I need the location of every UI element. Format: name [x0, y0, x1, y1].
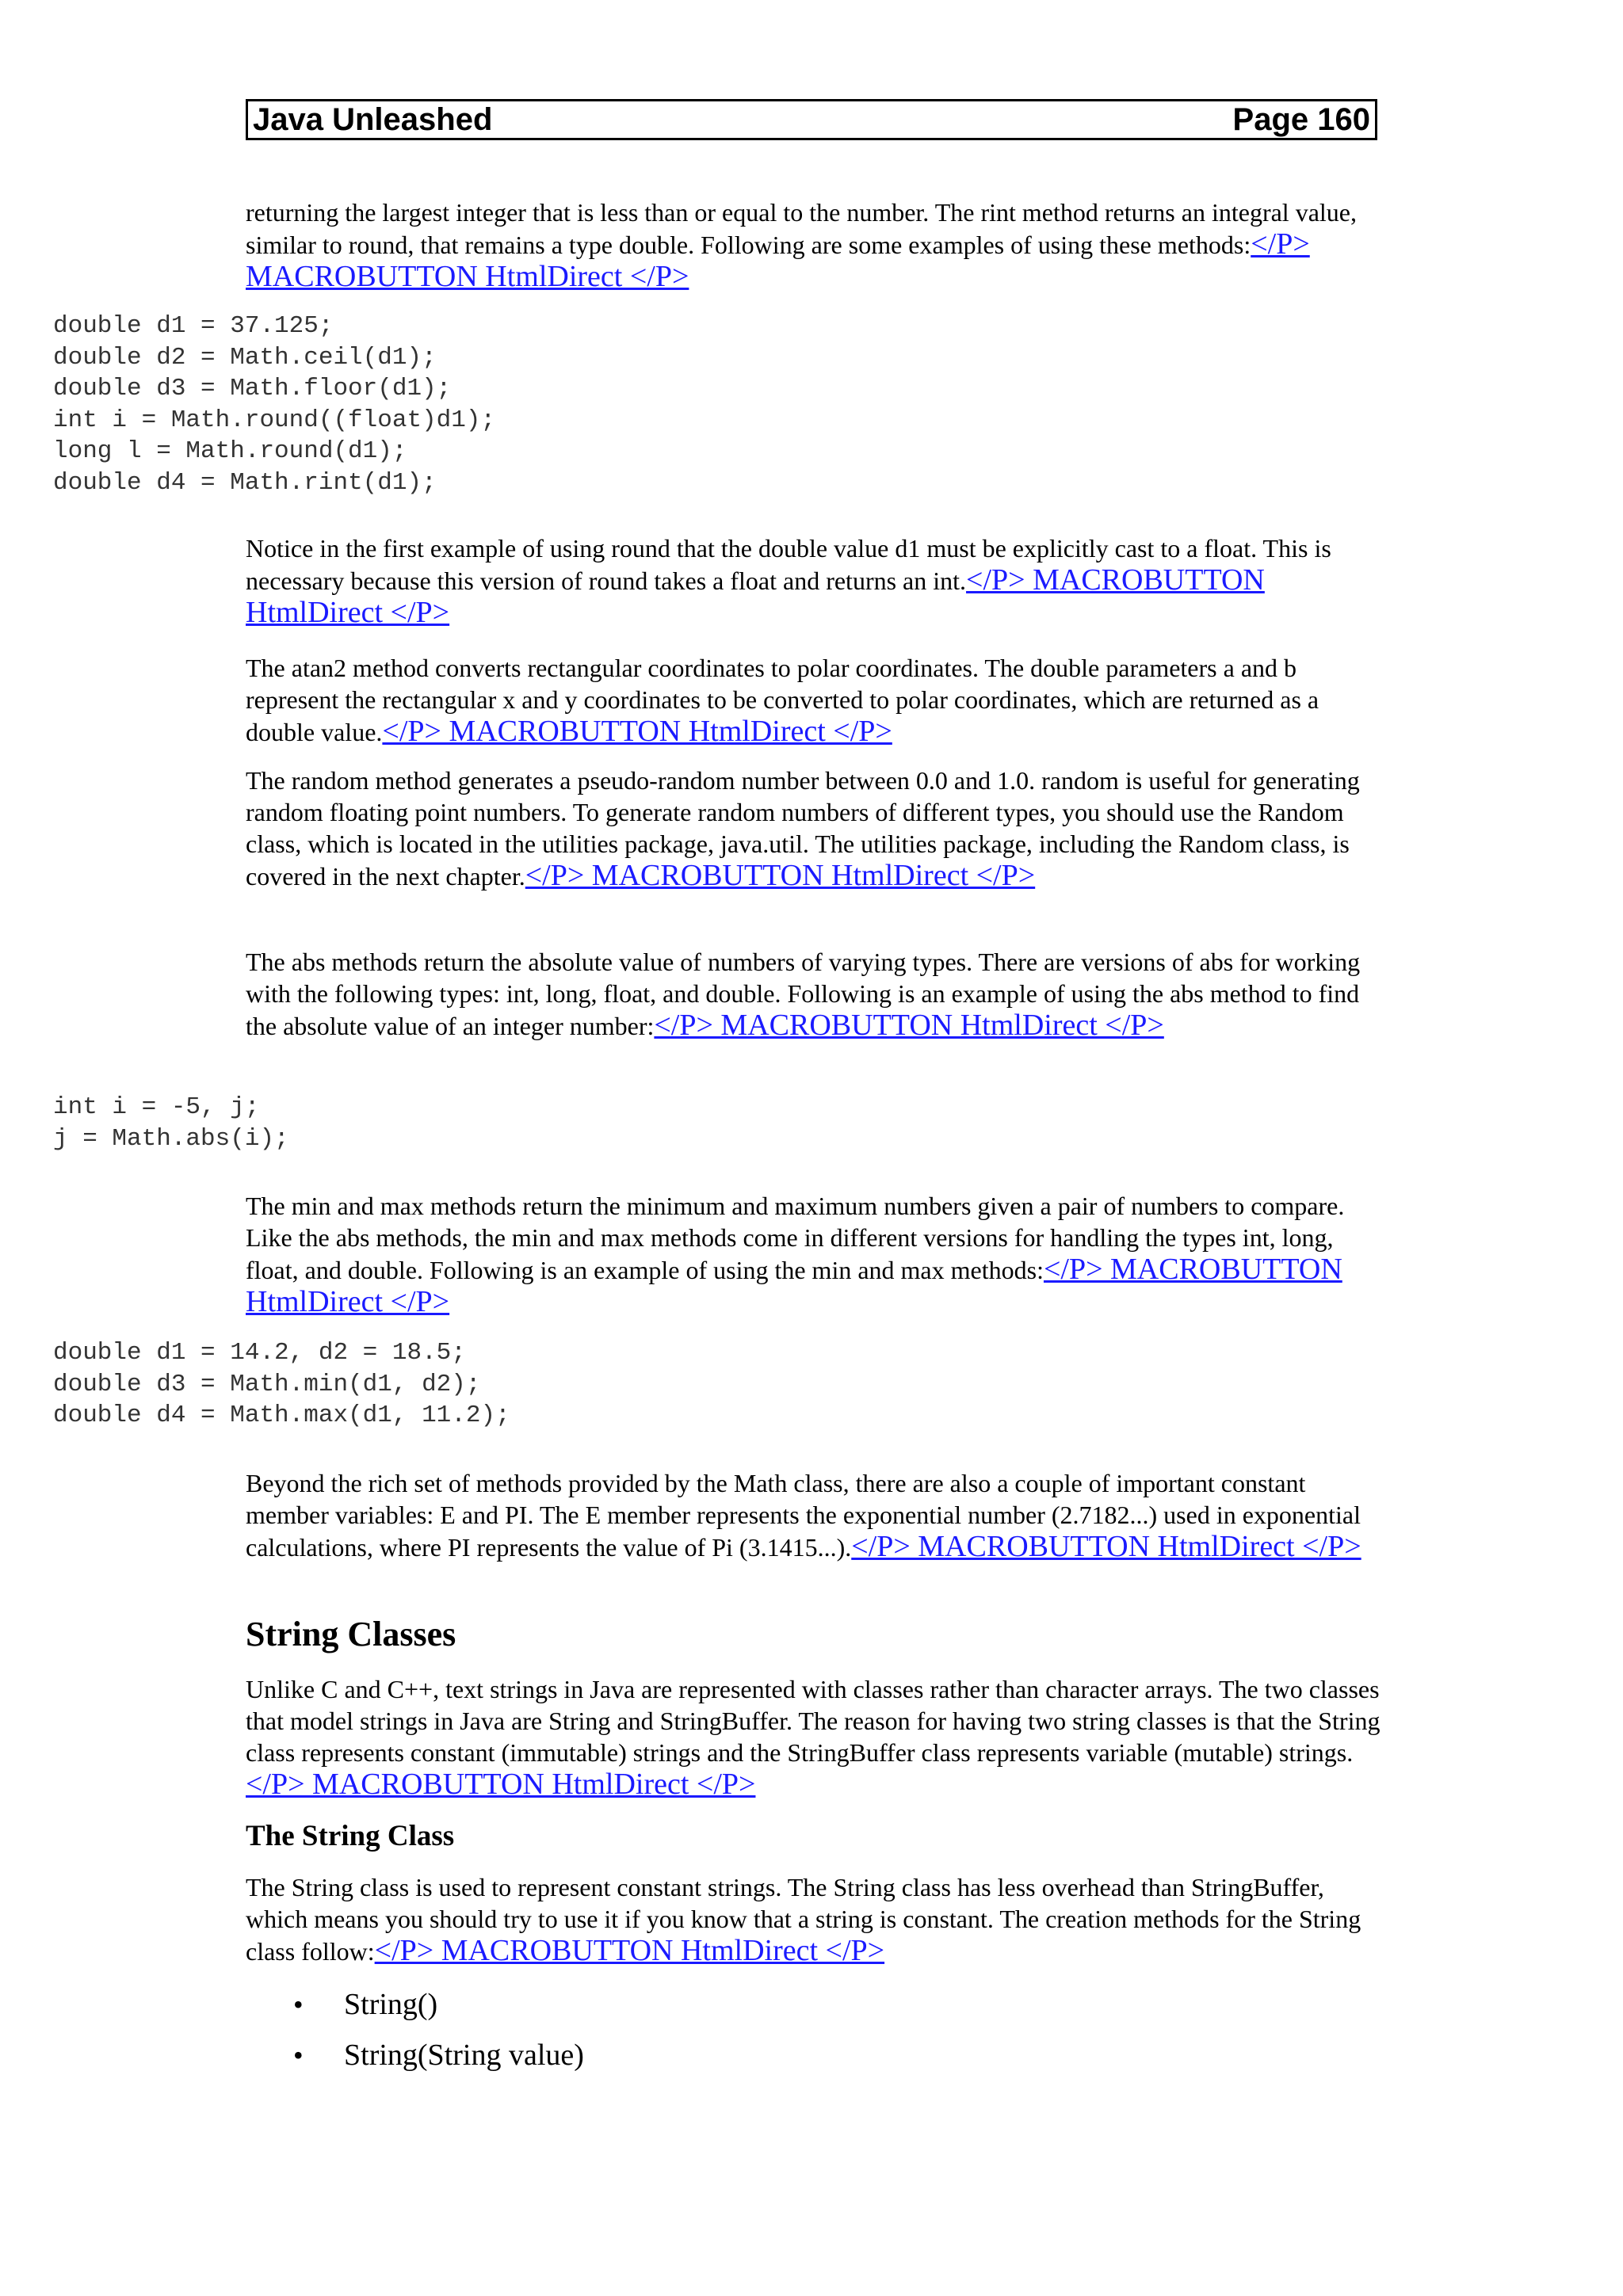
- subsection-heading: The String Class: [246, 1820, 455, 1852]
- macrobutton-link[interactable]: </P> MACROBUTTON HtmlDirect </P>: [374, 1934, 885, 1967]
- paragraph-constants: Beyond the rich set of methods provided by the Math class, there are also a couple of important constant member variables: E and PI. The E member represents the exponential number (2.7182...) used in exponential calculations, where PI represents the value of Pi (3.1415...).</P> MACROBUTTON HtmlDirect </P>: [246, 1469, 1361, 1563]
- code-line: double d4 = Math.rint(d1);: [53, 468, 437, 497]
- list-item: • String(): [293, 1988, 438, 2021]
- code-block-abs: [53, 1092, 289, 1154]
- paragraph-random: The random method generates a pseudo-random number between 0.0 and 1.0. random is useful for generating random floating point numbers. To generate random numbers of different types, you should use the Random class, which is located in the utilities package, java.util. The utilities package, including the Random class, is covered in the next chapter.</P> MACROBUTTON HtmlDirect </P>: [246, 766, 1360, 892]
- paragraph-min-max: The min and max methods return the minimum and maximum numbers given a pair of numbers to compare. Like the abs methods, the min and max methods come in different versions for handling the types int, long, float, and double. Following is an example of using the min and max methods:</P> MACROBUTTON HtmlDirect </P>: [246, 1192, 1345, 1318]
- paragraph-atan2: The atan2 method converts rectangular coordinates to polar coordinates. The double parameters a and b represent the rectangular x and y coordinates to be converted to polar coordinates, which are returned as a double value.</P> MACROBUTTON HtmlDirect </P>: [246, 654, 1319, 748]
- paragraph-rint: returning the largest integer that is less than or equal to the number. The rint method returns an integral value, similar to round, that remains a type double. Following are some examples of using these methods:</P> MACROBUTTON HtmlDirect </P>: [246, 198, 1357, 293]
- code-line: long l = Math.round(d1);: [53, 437, 407, 465]
- code-line: j = Math.abs(i);: [53, 1124, 289, 1153]
- code-line: double d1 = 14.2, d2 = 18.5;: [53, 1339, 466, 1367]
- macrobutton-link[interactable]: </P> MACROBUTTON HtmlDirect </P>: [246, 227, 1310, 293]
- paragraph-string-class: The String class is used to represent constant strings. The String class has less overhead than StringBuffer, which means you should try to use it if you know that a string is constant. The creation methods for the String class follow:</P> MACROBUTTON HtmlDirect </P>: [246, 1873, 1361, 1967]
- page-header: [246, 99, 1377, 140]
- book-title: Java Unleashed: [253, 102, 493, 137]
- code-block-min-max: [53, 1337, 510, 1432]
- paragraph-string-classes: Unlike C and C++, text strings in Java are represented with classes rather than character arrays. The two classes that model strings in Java are String and StringBuffer. The reason for having two string classes is that the String class represents constant (immutable) strings and the StringBuffer class represents variable (mutable) strings.</P> MACROBUTTON HtmlDirect </P>: [246, 1675, 1381, 1801]
- code-line: double d1 = 37.125;: [53, 312, 334, 340]
- macrobutton-link[interactable]: </P> MACROBUTTON HtmlDirect </P>: [246, 563, 1265, 629]
- macrobutton-link[interactable]: </P> MACROBUTTON HtmlDirect </P>: [246, 1253, 1342, 1318]
- macrobutton-link[interactable]: </P> MACROBUTTON HtmlDirect </P>: [382, 715, 892, 748]
- macrobutton-link[interactable]: </P> MACROBUTTON HtmlDirect </P>: [525, 859, 1036, 892]
- paragraph-abs: The abs methods return the absolute value of numbers of varying types. There are versions of abs for working with the following types: int, long, float, and double. Following is an example of using the abs method to find the absolute value of an integer number:</P> MACROBUTTON HtmlDirect </P>: [246, 948, 1361, 1042]
- code-line: double d3 = Math.floor(d1);: [53, 375, 452, 402]
- macrobutton-link[interactable]: </P> MACROBUTTON HtmlDirect </P>: [246, 1768, 756, 1801]
- code-line: double d2 = Math.ceil(d1);: [53, 343, 437, 372]
- bullet-icon: •: [293, 1989, 304, 2020]
- page-number: Page 160: [1232, 102, 1370, 137]
- code-line: double d3 = Math.min(d1, d2);: [53, 1370, 481, 1398]
- macrobutton-link[interactable]: </P> MACROBUTTON HtmlDirect </P>: [851, 1530, 1361, 1563]
- code-line: int i = Math.round((float)d1);: [53, 406, 496, 434]
- section-heading: String Classes: [246, 1615, 456, 1653]
- bullet-icon: •: [293, 2039, 304, 2071]
- code-line: int i = -5, j;: [53, 1093, 260, 1121]
- code-block-rounding: [53, 311, 495, 498]
- list-item: • String(String value): [293, 2039, 584, 2072]
- macrobutton-link[interactable]: </P> MACROBUTTON HtmlDirect </P>: [654, 1009, 1164, 1042]
- paragraph-round-cast: Notice in the first example of using round that the double value d1 must be explicitly cast to a float. This is necessary because this version of round takes a float and returns an int.</P> MACROBUTTON HtmlDirect </P>: [246, 534, 1331, 629]
- code-line: double d4 = Math.max(d1, 11.2);: [53, 1402, 510, 1429]
